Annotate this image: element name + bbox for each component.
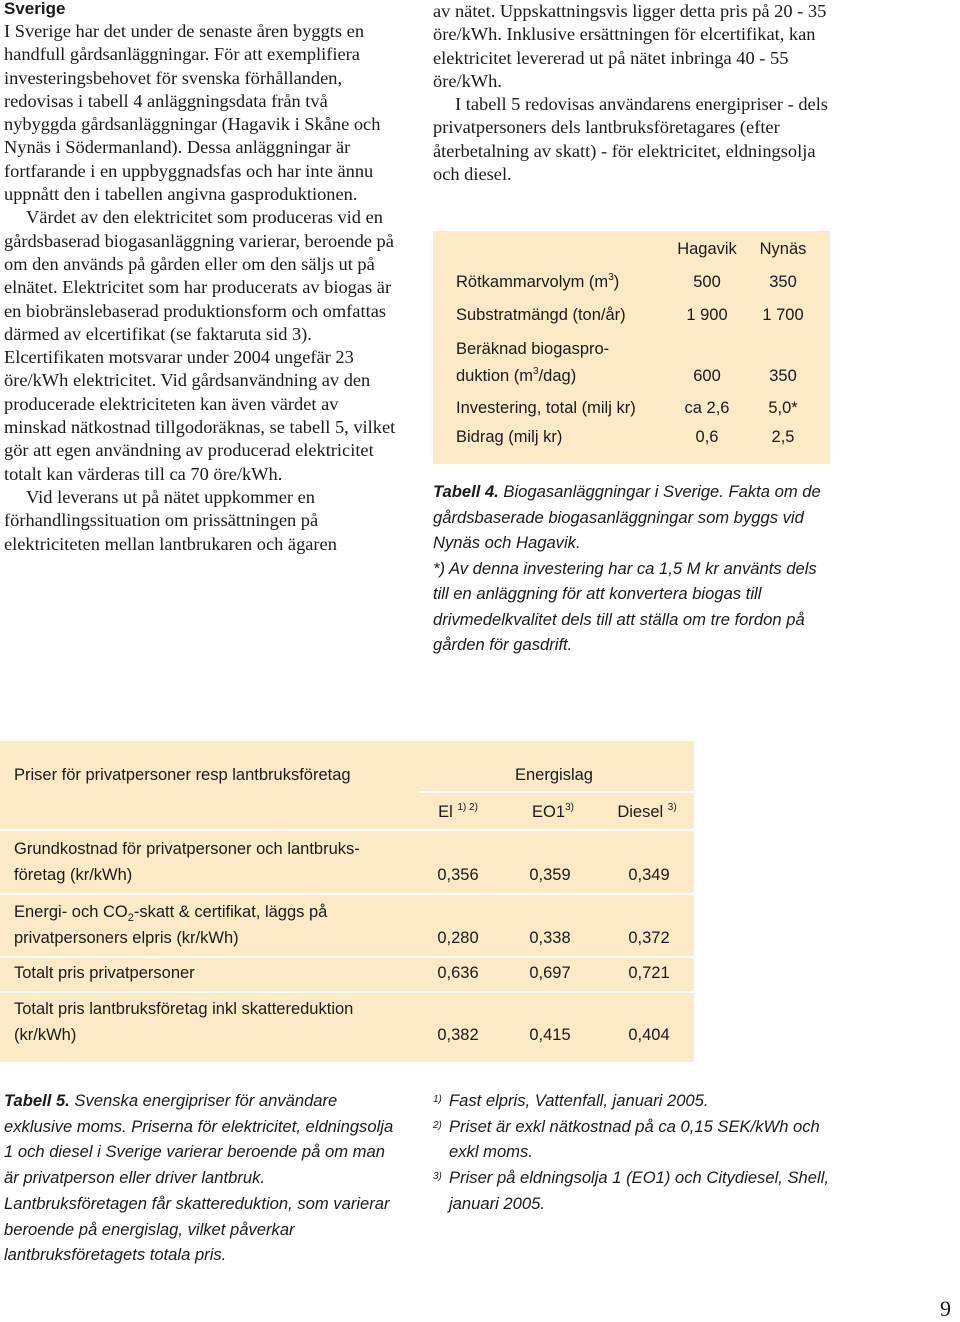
table-row-label: privatpersoners elpris (kr/kWh) [14,929,239,947]
table5-col-eo1: EO1$^{3)}$ [532,802,574,821]
caption-label: Tabell 4. [433,482,499,501]
table5-caption [4,1088,404,1268]
table-cell: 5,0* [768,399,798,417]
table-cell: 1 700 [762,306,804,324]
table-row-label: Totalt pris privatpersoner [14,964,195,982]
table-cell: 350 [769,367,797,385]
table-row-label: Totalt pris lantbruksföretag inkl skattereduktion [14,1000,354,1018]
table-cell: 0,356 [437,866,479,884]
table5-col-el: El $^{1) 2)}$ [438,802,478,821]
caption-footnote: *) Av denna investering har ca 1,5 M kr använts dels till en anläggning för att konvertera biogas till drivmedelkvalitet dels till att ställa om tre fordon på gården för gasdrift. [433,558,817,654]
table-cell: 0,6 [695,428,719,446]
table-row-label: Substratmängd (ton/år) [456,306,626,324]
table-row-label: Energi- och $CO_2$-skatt & certifikat, läggs på [14,903,328,924]
table-row-label: företag (kr/kWh) [14,866,133,884]
table-cell: 0,349 [628,866,670,884]
footnote-3: 3) Priser på eldningsolja 1 (EO1) och Citydiesel, Shell, januari 2005. [433,1168,829,1213]
divider [0,893,694,895]
right-column [433,0,833,186]
table-cell: 0,382 [437,1026,479,1044]
footnote-1: 1) Fast elpris, Vattenfall, januari 2005. [433,1091,709,1110]
paragraph-prices: I tabell 5 redovisas användarens energipriser - dels privatpersoners dels lantbruksföretagares (efter återbetalning av skatt) - för elektricitet, eldningsolja och diesel. [433,94,828,185]
table5-title: Priser för privatpersoner resp lantbruksföretag [14,766,351,784]
section-heading: Sverige [4,0,66,18]
table-cell: 0,359 [529,866,571,884]
paragraph-delivery: Vid leverans ut på nätet uppkommer en förhandlingssituation om prissättningen på elektriciteten mellan lantbrukaren och ägaren [4,486,337,554]
divider [0,956,694,958]
table4-caption [433,479,833,658]
table-4 [433,231,830,464]
footnote-2: 2) Priset är exkl nätkostnad på ca 0,15 SEK/kWh och exkl moms. [433,1116,820,1162]
table-cell: ca 2,6 [684,399,730,417]
table4-col-nynas: Nynäs [759,240,807,258]
table5-notes [433,1088,833,1217]
table-cell: 0,415 [529,1026,571,1044]
table-cell: 1 900 [686,306,728,324]
left-column [4,0,404,556]
paragraph-value: Värdet av den elektricitet som produceras vid en gårdsbaserad biogasanläggning varierar, beroende på om den används på gården eller om den säljs ut på elnätet. Elektricitet som har producerats av biogas är en biobränslebaserad produktionsform och omfattas därmed av elcertifikat (se faktaruta sid 3). Elcertifikaten motsvarar under 2004 ungefär 23 öre/kWh elektricitet. Vid gårdsanvändning av den producerade elektriciteten kan även värdet av minskad nätkostnad tillgodoräknas, se tabell 5, vilket gör att egen användning av producerad elektricitet totalt kan värderas till ca 70 öre/kWh. [4,207,396,484]
divider [420,791,694,793]
table-cell: 0,404 [628,1026,670,1044]
table-row-label: Rötkammarvolym $(m^3)$ [456,272,620,291]
table-cell: 0,721 [628,964,670,982]
paragraph-network: av nätet. Uppskattningsvis ligger detta pris på 20 - 35 öre/kWh. Inklusive ersättningen för elcertifikat, kan elektricitet levererad ut på nätet inbringa 40 - 55 öre/kWh. [433,1,827,91]
table-cell: 350 [769,273,797,291]
caption-text: Biogasanläggningar i Sverige. Fakta om de gårdsbaserade biogasanläggningar som byggs vid Nynäs och Hagavik. [433,482,821,552]
table5-col-diesel: Diesel $^{3)}$ [617,802,677,821]
table-5 [0,741,694,1062]
table-cell: 0,697 [529,964,571,982]
table-cell: 0,636 [437,964,479,982]
table-cell: 0,338 [529,929,571,947]
divider [0,991,694,993]
divider [0,829,694,831]
table-cell: 2,5 [771,428,795,446]
table-row-label: Bidrag (milj kr) [456,428,563,446]
table-row-label: Beräknad biogaspro- [456,340,610,358]
paragraph-intro: I Sverige har det under de senaste åren byggts en handfull gårdsanläggningar. För att exemplifiera investeringsbehovet för svenska förhållanden, redovisas i tabell 4 anläggningsdata från två nybyggda gårdsanläggningar (Hagavik i Skåne och Nynäs i Södermanland). Dessa anläggningar är fortfarande i en uppbyggnadsfas och har inte ännu uppnått den i tabellen angivna gasproduktionen. [4,21,381,205]
table-cell: 0,280 [437,929,479,947]
table-row-label: (kr/kWh) [14,1026,77,1044]
table-row-label: Investering, total (milj kr) [456,399,636,417]
page-number: 9 [940,1296,951,1321]
table-cell: 500 [693,273,721,291]
table-cell: 600 [693,367,721,385]
caption-label: Tabell 5. [4,1091,70,1110]
table-cell: 0,372 [628,929,670,947]
table5-group-header: Energislag [515,766,593,784]
table-row-label: Grundkostnad för privatpersoner och lantbruks- [14,840,360,858]
caption-text: Svenska energipriser för användare exklusive moms. Priserna för elektricitet, eldningsolja 1 och diesel i Sverige varierar beroende på om man är privatperson eller driver lantbruk. Lantbruksföretagen får skattereduktion, som varierar beroende på energislag, vilket påverkar lantbruksföretagets totala pris. [4,1091,394,1265]
table-row-label: duktion $(m^3/dag)$ [456,366,577,385]
table4-col-hagavik: Hagavik [677,240,737,258]
